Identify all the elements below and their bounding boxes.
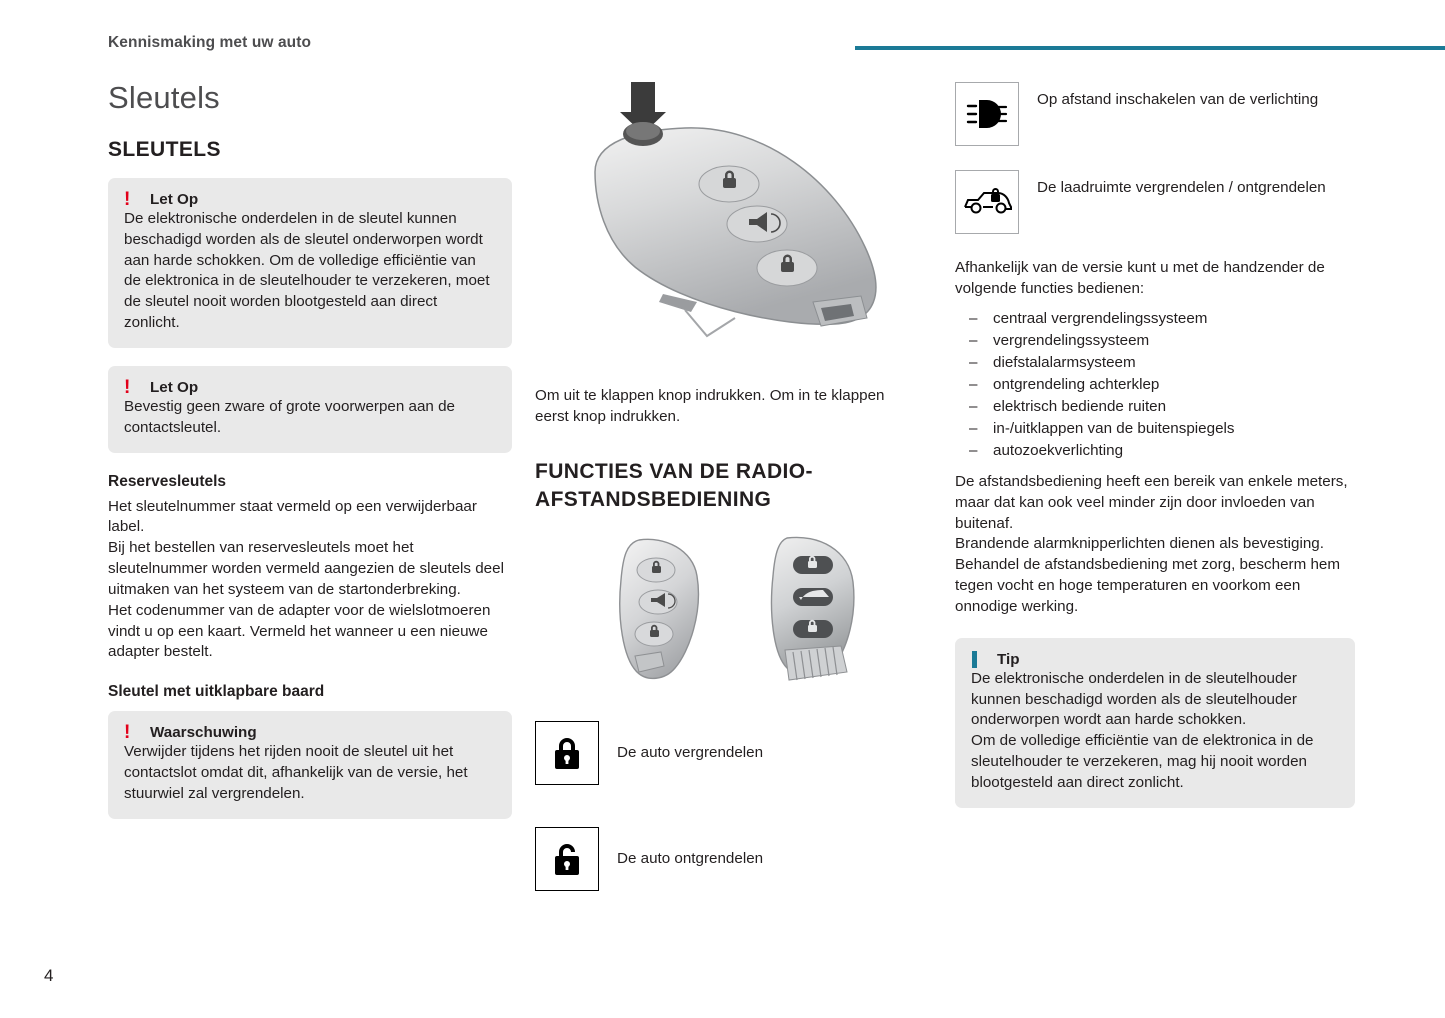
headlight-beam-icon — [955, 82, 1019, 146]
column-left — [108, 80, 512, 837]
icon-row-laadruimte — [955, 170, 1355, 234]
callout-label: Let Op — [150, 378, 199, 396]
exclamation-icon: ! — [124, 376, 131, 398]
list-item: – vergrendelingssysteem — [955, 330, 1355, 352]
paragraph-bereik: De afstandsbediening heeft een bereik van enkele meters, maar dat kan ook veel minder zijn door invloeden van buitenaf. — [955, 472, 1348, 532]
lock-row-label: De auto ontgrendelen — [617, 849, 764, 867]
icon-row-label: Op afstand inschakelen van de verlichting — [1037, 91, 1319, 108]
paragraph-1: Het sleutelnummer staat vermeld op een verwijderbaar label. — [108, 497, 477, 536]
callout-warning — [108, 711, 512, 818]
lock-row-ontgrendelen — [535, 827, 895, 891]
callout-label: Let Op — [150, 191, 199, 208]
icon-row-label: De laadruimte vergrendelen / ontgrendelen — [1037, 179, 1326, 196]
page-number: 4 — [44, 966, 54, 985]
paragraph-bevestiging: Brandende alarmknipperlichten dienen als bevestiging. — [955, 535, 1324, 553]
subheading-uitklapbare-baard: Sleutel met uitklapbare baard — [108, 683, 325, 701]
callout-text: De elektronische onderdelen in de sleutelhouder kunnen beschadigd worden als de sleutelhouder onderworpen wordt aan harde schokken. — [971, 669, 1297, 729]
callout-label: Waarschuwing — [150, 724, 257, 742]
boot-lock-icon — [955, 170, 1019, 234]
intro-paragraph: Afhankelijk van de versie kunt u met de handzender de volgende functies bedienen: — [955, 259, 1325, 297]
paragraph-3: Het codenummer van de adapter voor de wielslotmoeren vindt u op een kaart. Vermeld het wanneer u een nieuwe adapter bestelt. — [108, 601, 491, 661]
icon-row-verlichting — [955, 82, 1355, 146]
callout-label: Tip — [997, 650, 1020, 668]
header-rule — [855, 46, 1445, 50]
list-item: – ontgrendeling achterklep — [955, 374, 1355, 396]
callout-text: Verwijder tijdens het rijden nooit de sleutel uit het contactslot omdat dit, afhankelijk van de versie, het stuurwiel zal vergrendelen. — [124, 743, 468, 802]
exclamation-icon: ! — [124, 722, 131, 744]
column-middle — [535, 72, 895, 915]
section-heading-sleutels: SLEUTELS — [108, 138, 221, 161]
list-item: – autozoekverlichting — [955, 440, 1355, 462]
callout-tip — [955, 638, 1355, 808]
list-item: – diefstalalarmsysteem — [955, 352, 1355, 374]
paragraph-behandeling: Behandel de afstandsbediening met zorg, bescherm hem tegen vocht en hoge temperaturen en voorkom een onnodige werking. — [955, 556, 1340, 615]
key-caption: Om uit te klappen knop indrukken. Om in te klappen eerst knop indrukken. — [535, 387, 885, 425]
callout-text-2: Om de volledige efficiëntie van de elektronica in de sleutelhouder te verzekeren, mag hij nooit worden blootgesteld aan direct zonlicht. — [971, 732, 1314, 791]
functions-list — [955, 308, 1355, 462]
list-item: – in-/uitklappen van de buitenspiegels — [955, 418, 1355, 440]
padlock-open-icon — [535, 827, 599, 891]
list-item: – centraal vergrendelingssysteem — [955, 308, 1355, 330]
paragraph-2: Bij het bestellen van reservesleutels moet het sleutelnummer worden vermeld aangezien de sleutels deel uitmaken van het systeem van de startonderbreking. — [108, 539, 504, 598]
list-item: – elektrisch bediende ruiten — [955, 396, 1355, 418]
lock-row-vergrendelen — [535, 721, 895, 785]
subheading-reservesleutels: Reservesleutels — [108, 472, 227, 490]
page-title: Sleutels — [108, 80, 220, 115]
column-right — [955, 82, 1355, 826]
two-remote-keys-illustration — [535, 530, 895, 705]
padlock-closed-icon — [535, 721, 599, 785]
lock-row-label: De auto vergrendelen — [617, 743, 764, 761]
remote-key-illustration — [535, 72, 895, 372]
callout-note-2 — [108, 366, 512, 453]
exclamation-icon: ! — [124, 189, 131, 210]
chapter-title: Kennismaking met uw auto — [108, 34, 312, 51]
callout-note-1 — [108, 178, 512, 348]
info-icon — [972, 651, 977, 668]
callout-text: Bevestig geen zware of grote voorwerpen aan de contactsleutel. — [124, 397, 455, 436]
section-heading-functies: FUNCTIES VAN DE RADIO-AFSTANDSBEDIENING — [535, 459, 813, 511]
callout-text: De elektronische onderdelen in de sleutel kunnen beschadigd worden als de sleutel onderworpen wordt aan harde schokken. Om de volledige efficiëntie van de elektronica in de sleutelhouder te verzekeren, moet de sleutel nooit worden blootgesteld aan direct zonlicht. — [124, 210, 490, 332]
